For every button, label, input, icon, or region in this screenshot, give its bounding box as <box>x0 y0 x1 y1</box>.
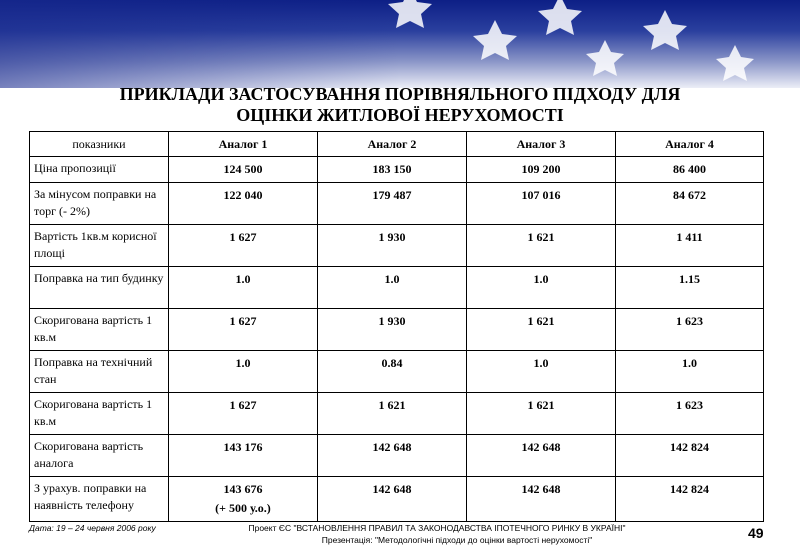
cell-value: 86 400 <box>616 157 764 183</box>
cell-value: 143 176 <box>169 435 318 477</box>
cell-value: 109 200 <box>467 157 616 183</box>
cell-value: 1.0 <box>467 351 616 393</box>
row-label: Поправка на технічний стан <box>30 351 169 393</box>
table-row <box>30 435 764 477</box>
footer-project-title: Проект ЄС "ВСТАНОВЛЕННЯ ПРАВИЛ ТА ЗАКОНОДАВСТВА ІПОТЕЧНОГО РИНКУ В УКРАЇНІ" <box>248 523 626 533</box>
row-label: Скоригована вартість 1 кв.м <box>30 309 169 351</box>
footer-presentation-title: Презентація: "Методологічні підходи до оцінки вартості нерухомості" <box>321 535 593 545</box>
table-header-row <box>30 132 764 157</box>
header-analog-2: Аналог 2 <box>318 132 467 157</box>
table-row <box>30 393 764 435</box>
cell-value: 1.15 <box>616 267 764 309</box>
cell-value: 1 627 <box>169 225 318 267</box>
header-indicators: показники <box>30 132 169 157</box>
table-row <box>30 309 764 351</box>
cell-value-note: (+ 500 у.о.) <box>215 501 271 515</box>
row-label: Вартість 1кв.м корисної площі <box>30 225 169 267</box>
eu-flag-banner <box>0 0 800 88</box>
row-label: Ціна пропозиції <box>30 157 169 183</box>
cell-value: 107 016 <box>467 183 616 225</box>
row-label: З урахув. поправки на наявність телефону <box>30 477 169 522</box>
footer-project-info <box>212 522 662 546</box>
row-label: Скоригована вартість аналога <box>30 435 169 477</box>
row-label: За мінусом поправки на торг (- 2%) <box>30 183 169 225</box>
cell-value: 124 500 <box>169 157 318 183</box>
cell-value: 1 627 <box>169 393 318 435</box>
cell-value: 1 623 <box>616 309 764 351</box>
valuation-table <box>29 131 764 522</box>
cell-value: 1 930 <box>318 309 467 351</box>
cell-value: 1.0 <box>318 267 467 309</box>
cell-value: 1 623 <box>616 393 764 435</box>
cell-value: 1 621 <box>467 309 616 351</box>
table-row <box>30 267 764 309</box>
cell-value: 1 411 <box>616 225 764 267</box>
cell-value: 1.0 <box>467 267 616 309</box>
slide-title <box>0 84 800 126</box>
cell-value: 142 824 <box>616 477 764 522</box>
cell-value: 1 627 <box>169 309 318 351</box>
eu-stars-image <box>0 0 800 88</box>
cell-value: 122 040 <box>169 183 318 225</box>
page-number: 49 <box>748 525 764 541</box>
cell-value: 1.0 <box>169 351 318 393</box>
cell-value: 1 621 <box>467 225 616 267</box>
table-row <box>30 351 764 393</box>
slide-title-line-2: ОЦІНКИ ЖИТЛОВОЇ НЕРУХОМОСТІ <box>236 105 564 125</box>
cell-value: 1.0 <box>616 351 764 393</box>
row-label: Скоригована вартість 1 кв.м <box>30 393 169 435</box>
cell-value: 1 621 <box>318 393 467 435</box>
cell-value: 179 487 <box>318 183 467 225</box>
cell-value: 1 621 <box>467 393 616 435</box>
table-row <box>30 157 764 183</box>
footer-date: Дата: 19 – 24 червня 2006 року <box>29 523 156 533</box>
table-row <box>30 225 764 267</box>
cell-value: 142 648 <box>467 477 616 522</box>
cell-value: 142 648 <box>318 435 467 477</box>
row-label: Поправка на тип будинку <box>30 267 169 309</box>
header-analog-3: Аналог 3 <box>467 132 616 157</box>
cell-value-main: 143 676 <box>223 482 263 496</box>
cell-value: 183 150 <box>318 157 467 183</box>
cell-value: 142 648 <box>318 477 467 522</box>
table-row <box>30 183 764 225</box>
slide-title-line-1: ПРИКЛАДИ ЗАСТОСУВАННЯ ПОРІВНЯЛЬНОГО ПІДХОДУ ДЛЯ <box>119 84 681 104</box>
cell-value <box>169 477 318 522</box>
cell-value: 0.84 <box>318 351 467 393</box>
cell-value: 1 930 <box>318 225 467 267</box>
cell-value: 84 672 <box>616 183 764 225</box>
cell-value: 1.0 <box>169 267 318 309</box>
header-analog-4: Аналог 4 <box>616 132 764 157</box>
cell-value: 142 648 <box>467 435 616 477</box>
table-row <box>30 477 764 522</box>
header-analog-1: Аналог 1 <box>169 132 318 157</box>
cell-value: 142 824 <box>616 435 764 477</box>
